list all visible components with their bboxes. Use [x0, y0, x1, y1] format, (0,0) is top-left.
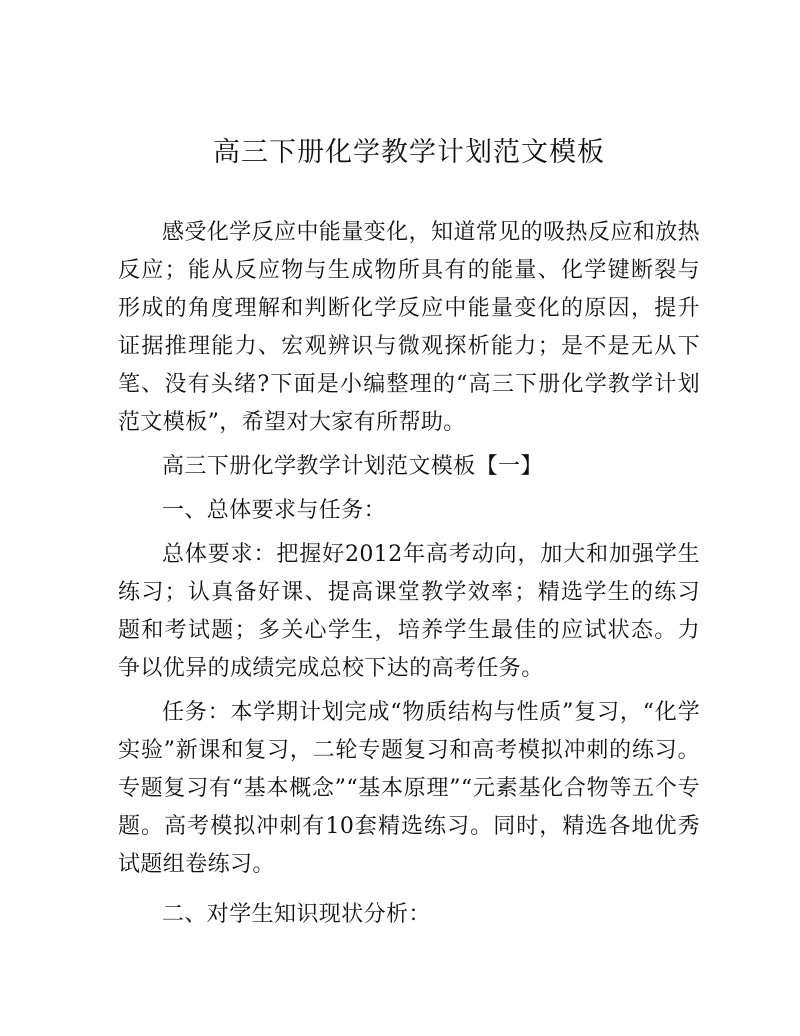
section-heading-student-analysis: 二、对学生知识现状分析：: [162, 902, 431, 927]
section-heading-requirements: 一、总体要求与任务：: [162, 498, 387, 523]
requirements-paragraph: 总体要求：把握好2012年高考动向，加大和加强学生练习；认真备好课、提高课堂教学效率；精选学生的练习题和考试题；多关心学生，培养学生最佳的应试状态。力争以优异的成绩完成总校下达的高考任务。: [118, 542, 700, 681]
intro-paragraph: 感受化学反应中能量变化，知道常见的吸热反应和放热反应；能从反应物与生成物所具有的能量、化学键断裂与形成的角度理解和判断化学反应中能量变化的原因，提升证据推理能力、宏观辨识与微观探析能力；是不是无从下笔、没有头绪?下面是小编整理的“高三下册化学教学计划范文模板”，希望对大家有所帮助。: [118, 220, 700, 435]
document-title: 高三下册化学教学计划范文模板: [213, 137, 605, 168]
section-heading-plan-one: 高三下册化学教学计划范文模板【一】: [162, 454, 543, 479]
tasks-paragraph: 任务：本学期计划完成“物质结构与性质”复习，“化学实验”新课和复习，二轮专题复习和高考模拟冲刺的练习。专题复习有“基本概念”“基本原理”“元素基化合物等五个专题。高考模拟冲刺有10套精选练习。同时，精选各地优秀试题组卷练习。: [118, 700, 700, 877]
